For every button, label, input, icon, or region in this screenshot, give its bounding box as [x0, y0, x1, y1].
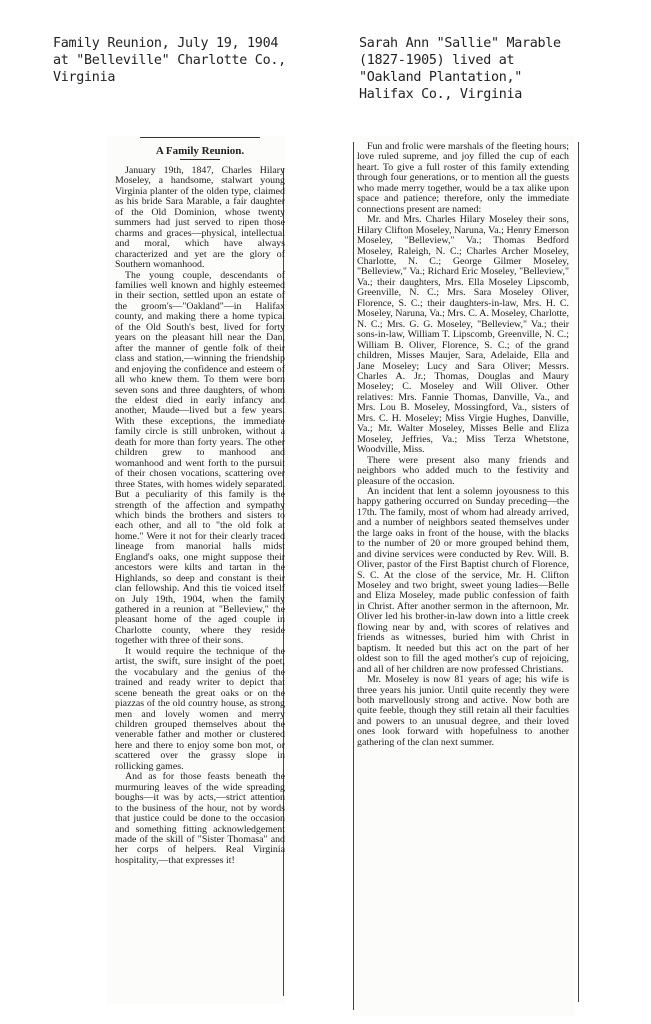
caption-right: Sarah Ann "Sallie" Marable (1827-1905) lived at "Oakland Plantation," Halifax Co., Virginia: [359, 36, 561, 102]
article-paragraph: An incident that lent a solemn joyousness to this happy gathering occurred on Sunday preceding—the 17th. The family, most of whom had already arrived, and a number of neighbors seated themselves under the large oaks in front of the house, with the blacks to the number of 20 or more grouped behind them, and divine services were conducted by Rev. Will. B. Oliver, pastor of the First Baptist church of Florence, S. C. At the close of the service, Mr. H. Clifton Moseley and two bright, sweet young ladies—Belle and Eliza Moseley, made public confession of faith in Christ. After another sermon in the afternoon, Mr. Oliver led his brother-in-law down into a little creek flowing near by and, with scores of relatives and friends as witnesses, buried him with Christ in baptism. It needed but this act on the part of her oldest son to fill the aged mother's cup of rejoicing, and all of her children are now professed Christians.: [357, 485, 569, 675]
article-paragraph: It would require the technique of the artist, the swift, sure insight of the poet, the vocabulary and the genius of the trained and ready writer to depict that scene beneath the great oaks or on the piazzas of the old country house, as strong men and lovely women and merry children grouped themselves about the venerable father and mother or clustered here and there to enjoy some bon mot, or scattered over the grassy slope in rollicking games.: [115, 645, 285, 772]
article-paragraph: There were present also many friends and neighbors who added much to the festivity and pleasure of the occasion.: [357, 454, 569, 487]
article-paragraph: And as for those feasts beneath the murmuring leaves of the wide spreading boughs—it was by acts,—strict attention to the business of the hour, not by words that justice could be done to the occasion and something fitting acknowledgement made of the skill of "Sister Thomasa" and her corps of helpers. Real Virginia hospitality,—that expresses it!: [115, 771, 285, 866]
article-headline: A Family Reunion.: [155, 145, 245, 157]
article-paragraph: January 19th, 1847, Charles Hilary Moseley, a handsome, stalwart young Virginia planter of the olden type, claimed as his bride Sara Marable, a fair daughter of the Old Dominion, whose twenty summers had just served to ripen those charms and graces—physical, intellectual and moral, which have always characterized and yet are the glory of Southern womanhood.: [115, 165, 285, 271]
caption-left: Family Reunion, July 19, 1904 at "Belleville" Charlotte Co., Virginia: [53, 36, 286, 85]
article-column-right: [357, 142, 569, 748]
article-paragraph: Fun and frolic were marshals of the fleeting hours; love ruled supreme, and joy filled the cup of each heart. To give a full roster of this family extending through four generations, or to mention all the guests who made merry together, would be a tax alike upon space and patience; therefore, only the immediate connections present are named:: [357, 141, 569, 215]
article-paragraph: Mr. and Mrs. Charles Hilary Moseley their sons, Hilary Clifton Moseley, Naruna, Va.; Henry Emerson Moseley, "Belleview," Va.; Thomas Bedford Moseley, Raleigh, N. C.; Charles Archer Moseley, Charlotte, N. C.; George Gilmer Moseley, "Belleview," Va.; Richard Eric Moseley, "Belleview," Va.; their daughters, Mrs. Ella Moseley Lipscomb, Greenville, N. C.; Mrs. Sara Moseley Oliver, Florence, S. C.; their daughters-in-law, Mrs. H. C. Moseley, Naruna, Va.; Mrs. C. A. Moseley, Charlotte, N. C.; Mrs. G. G. Moseley, "Belleview," Va.; their sons-in-law, William T. Lipscomb, Greenville, N. C.; William B. Oliver, Florence, S. C.; of the grand children, Misses Maujer, Sara, Adelaide, Ella and Jane Moseley; Lucy and Sara Oliver; Messrs. Charles A. Jr.; Thomas, Douglas and Maury Moseley; C. Moseley and Will Oliver. Other relatives: Mrs. Fannie Thomas, Danville, Va., and Mrs. Lou B. Moseley, Mossingford, Va., sisters of Mrs. C. H. Moseley; Miss Virgie Hughes, Danville, Va.; Mr. Walter Moseley, Misses Belle and Eliza Moseley, Jeffries, Va.; Miss Terza Whetstone, Woodville, Miss.: [357, 214, 569, 456]
column-rule-right-outer: [578, 142, 579, 1002]
article-column-left: [115, 166, 285, 866]
headline-under-rule: [180, 159, 220, 160]
article-paragraph: The young couple, descendants of families well known and highly esteemed in their section, settled upon an estate of the groom's—"Oakland"—in Halifax county, and making there a home typical of the Old South's best, lived for forty years on the pleasant hill near the Dan, after the manner of gentle folk of their class and station,—winning the friendship and enjoying the confidence and esteem of all who knew them. To them were born seven sons and three daughters, of whom the eldest died in early infancy and another, Maude—lived but a few years. With these exceptions, the immediate family circle is still unbroken, without a death for more than forty years. The other children grew to manhood and womanhood and went forth to the pursuit of their chosen vocations, scattering over three States, with homes widely separated. But a peculiarity of this family is the strength of the affection and sympathy which binds the brothers and sisters to each other, and all to "the old folk at home." Were it not for their clearly traced lineage from manorial halls midst England's oaks, one might suppose their ancestors were kilts and tartan in the Highlands, so deep and constant is their clan fellowship. And this tie voiced itself on July 19th, 1904, when the family gathered in a reunion at "Belleview," the pleasant home of the aged couple in Charlotte county, where they reside together with three of their sons.: [115, 269, 285, 647]
article-paragraph: Mr. Moseley is now 81 years of age; his wife is three years his junior. Until quite recently they were both marvellously strong and active. Now both are quite feeble, though they still retain all their faculties and powers to an unusual degree, and their loved ones look forward with hopefulness to another gathering of the clan next summer.: [357, 674, 569, 748]
column-rule-right-inner: [353, 142, 354, 1010]
headline-top-rule: [140, 137, 260, 138]
